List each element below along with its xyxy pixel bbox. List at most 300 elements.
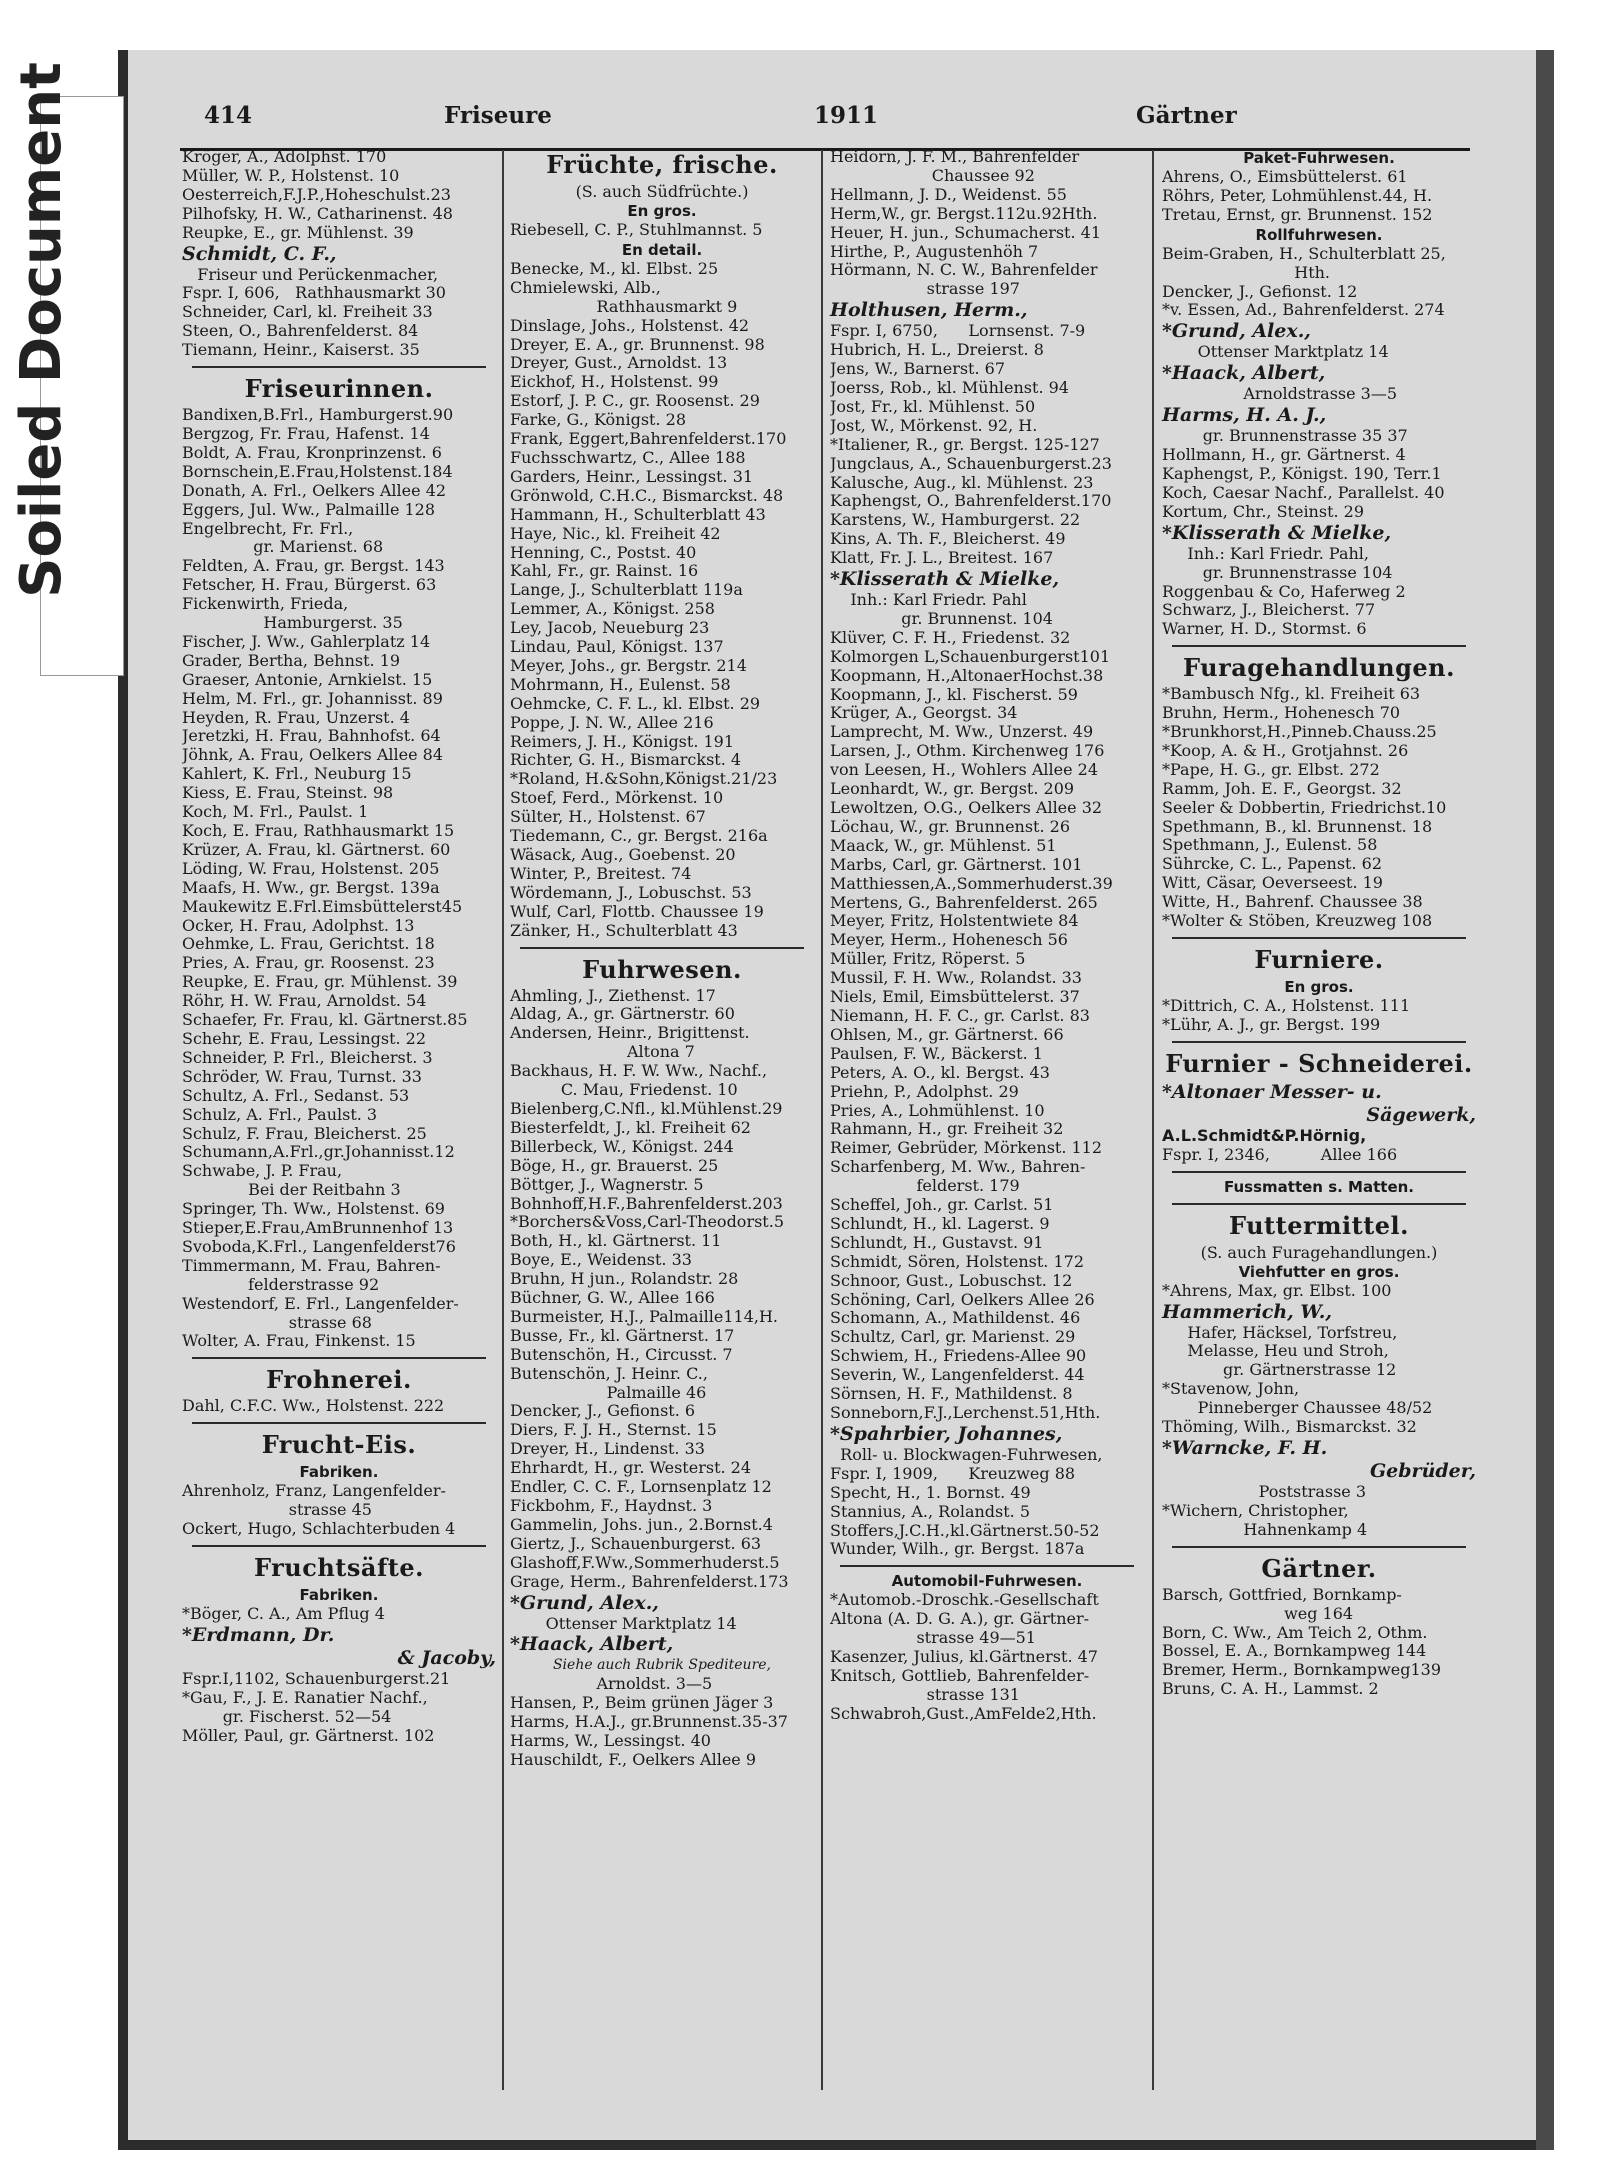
directory-entry: Chmielewski, Alb.,	[510, 278, 661, 297]
directory-entry: Maack, W., gr. Mühlenst. 51	[830, 836, 1057, 855]
directory-entry: Ahrenholz, Franz, Langenfelder-	[182, 1482, 446, 1501]
directory-entry: Hafer, Häcksel, Torfstreu,	[1162, 1323, 1398, 1342]
directory-entry: *v. Essen, Ad., Bahrenfelderst. 274	[1162, 301, 1445, 320]
directory-entry: Reimer, Gebrüder, Mörkenst. 112	[830, 1139, 1103, 1158]
directory-section	[828, 568, 1146, 1423]
directory-entry: Pinneberger Chaussee 48/52	[1162, 1399, 1433, 1418]
directory-section	[1160, 1041, 1478, 1165]
column-1	[180, 148, 498, 2100]
directory-entry: Larsen, J., Othm. Kirchenweg 176	[830, 742, 1105, 761]
directory-entry: Poppe, J. N. W., Allee 216	[510, 713, 714, 732]
directory-entry: Eickhof, H., Holstenst. 99	[510, 373, 719, 392]
directory-entry: C. Mau, Friedenst. 10	[510, 1081, 738, 1100]
directory-entry: Herm,W., gr. Bergst.112u.92Hth.	[830, 204, 1098, 223]
directory-entry: Ahmling, J., Ziethenst. 17	[510, 986, 716, 1005]
directory-entry: Fspr. I, 6750, Lornsenst. 7-9	[830, 322, 1086, 341]
directory-section	[180, 303, 498, 360]
directory-entry: Engelbrecht, Fr. Frl.,	[182, 519, 354, 538]
directory-entry: Kaphengst, P., Königst. 190, Terr.1	[1162, 464, 1442, 483]
featured-entry-name: Gebrüder,	[1369, 1459, 1476, 1482]
directory-entry: Chaussee 92	[830, 166, 1035, 185]
directory-entry: Schlundt, H., kl. Lagerst. 9	[830, 1214, 1050, 1233]
directory-entry: Reupke, E. Frau, gr. Mühlenst. 39	[182, 973, 458, 992]
directory-entry: Tretau, Ernst, gr. Brunnenst. 152	[1162, 205, 1433, 224]
directory-entry: Roll- u. Blockwagen-Fuhrwesen,	[830, 1445, 1103, 1464]
directory-entry: Butenschön, J. Heinr. C.,	[510, 1364, 708, 1383]
directory-entry: Lamprecht, M. Ww., Unzerst. 49	[830, 723, 1094, 742]
directory-section	[508, 947, 816, 1592]
directory-entry: Glashoff,F.Ww.,Sommerhuderst.5	[510, 1553, 780, 1572]
directory-entry: Wulf, Carl, Flottb. Chaussee 19	[510, 902, 764, 921]
directory-entry: Witt, Cäsar, Oeverseest. 19	[1162, 874, 1383, 893]
directory-entry: Meyer, Herm., Hohenesch 56	[830, 931, 1068, 950]
directory-entry: Reimers, J. H., Königst. 191	[510, 732, 735, 751]
directory-entry: Scheffel, Joh., gr. Carlst. 51	[830, 1196, 1054, 1215]
directory-entry: Henning, C., Postst. 40	[510, 543, 697, 562]
directory-entry: Oehmcke, C. F. L., kl. Elbst. 29	[510, 694, 761, 713]
directory-entry: Heuer, H. jun., Schumacherst. 41	[830, 223, 1102, 242]
column-divider	[1152, 150, 1154, 2090]
directory-entry: Bohnhoff,H.F.,Bahrenfelderst.203	[510, 1194, 783, 1213]
directory-entry: Löchau, W., gr. Brunnenst. 26	[830, 817, 1071, 836]
section-heading: Furniere.	[1254, 945, 1384, 974]
directory-entry: Spethmann, J., Eulenst. 58	[1162, 836, 1378, 855]
directory-entry: Bandixen,B.Frl., Hamburgerst.90	[182, 406, 454, 425]
directory-entry: Oehmke, L. Frau, Gerichtst. 18	[182, 935, 435, 954]
directory-entry: Böge, H., gr. Brauerst. 25	[510, 1156, 719, 1175]
directory-entry: *Roland, H.&Sohn,Königst.21/23	[510, 770, 778, 789]
directory-entry: Stoef, Ferd., Mörkenst. 10	[510, 789, 724, 808]
soiled-document-label	[2, 40, 82, 620]
directory-entry: Inh.: Karl Friedr. Pahl	[830, 591, 1027, 610]
directory-entry: Schomann, A., Mathildenst. 46	[830, 1309, 1081, 1328]
directory-entry: strasse 131	[830, 1685, 1020, 1704]
section-rule	[192, 1422, 486, 1424]
directory-entry: Seeler & Dobbertin, Friedrichst.10	[1162, 798, 1447, 817]
page-number: 414	[204, 102, 253, 129]
directory-section	[1160, 320, 1478, 362]
directory-section	[1160, 645, 1478, 931]
directory-entry: Inh.: Karl Friedr. Pahl,	[1162, 544, 1369, 563]
directory-section	[828, 1423, 1146, 1559]
directory-section	[180, 1357, 498, 1416]
directory-entry: Fspr. I, 606, Rathhausmarkt 30	[182, 284, 446, 303]
directory-entry: Müller, Fritz, Röperst. 5	[830, 950, 1026, 969]
section-rule	[192, 1545, 486, 1547]
directory-entry: Specht, H., 1. Bornst. 49	[830, 1483, 1031, 1502]
directory-entry: Niels, Emil, Eimsbüttelerst. 37	[830, 988, 1080, 1007]
featured-entry-name: *Haack, Albert,	[1162, 362, 1326, 385]
directory-entry: *Dittrich, C. A., Holstenst. 111	[1162, 997, 1411, 1015]
directory-entry: Dreyer, Gust., Arnoldst. 13	[510, 354, 728, 373]
directory-entry: Hamburgerst. 35	[182, 614, 403, 633]
directory-entry: Ocker, H. Frau, Adolphst. 13	[182, 916, 415, 935]
featured-entry-name: *Spahrbier, Johannes,	[830, 1422, 1063, 1445]
section-subheading: Rollfuhrwesen.	[1255, 225, 1383, 244]
directory-entry: Tiedemann, C., gr. Bergst. 216a	[510, 827, 768, 846]
directory-entry: Stoffers,J.C.H.,kl.Gärtnerst.50-52	[830, 1521, 1100, 1540]
section-subheading: Paket-Fuhrwesen.	[1243, 149, 1395, 167]
directory-entry: Sonneborn,F.J.,Lerchenst.51,Hth.	[830, 1404, 1101, 1422]
directory-entry: Schultz, A. Frl., Sedanst. 53	[182, 1086, 410, 1105]
directory-entry: Heidorn, J. F. M., Bahrenfelder	[830, 148, 1080, 166]
directory-entry: Lewoltzen, O.G., Oelkers Allee 32	[830, 799, 1103, 817]
directory-entry: Fuchsschwartz, C., Allee 188	[510, 448, 746, 467]
directory-entry: Warner, H. D., Stormst. 6	[1162, 620, 1367, 639]
directory-entry: Hauschildt, F., Oelkers Allee 9	[510, 1750, 757, 1769]
directory-entry: Aldag, A., gr. Gärtnerstr. 60	[510, 1005, 735, 1024]
directory-section	[508, 1633, 816, 1769]
directory-entry: Knitsch, Gottlieb, Bahrenfelder-	[830, 1666, 1090, 1685]
directory-entry: Giertz, J., Schauenburgerst. 63	[510, 1534, 762, 1553]
left-running-title: Friseure	[444, 102, 552, 129]
directory-entry: Peters, A. O., kl. Bergst. 43	[830, 1063, 1050, 1082]
directory-entry: Grader, Bertha, Behnst. 19	[182, 651, 401, 670]
directory-entry: A.L.Schmidt&P.Hörnig,	[1162, 1126, 1367, 1145]
directory-entry: Kalusche, Aug., kl. Mühlenst. 23	[830, 473, 1094, 492]
directory-entry: Wördemann, J., Lobuschst. 53	[510, 883, 752, 902]
directory-entry: Fickbohm, F., Haydnst. 3	[510, 1497, 713, 1515]
directory-entry: Mohrmann, H., Eulenst. 58	[510, 675, 731, 694]
directory-entry: Dencker, J., Gefionst. 6	[510, 1402, 696, 1421]
directory-entry: *Wolter & Stöben, Kreuzweg 108	[1162, 912, 1433, 931]
directory-entry: Leonhardt, W., gr. Bergst. 209	[830, 780, 1075, 799]
featured-entry-name: *Altonaer Messer- u.	[1162, 1080, 1382, 1103]
directory-entry: Bornschein,E.Frau,Holstenst.184	[182, 462, 453, 481]
section-rule	[1172, 645, 1466, 647]
directory-entry: Grönwold, C.H.C., Bismarckst. 48	[510, 486, 784, 505]
directory-entry: Ahrens, O., Eimsbüttelerst. 61	[1162, 168, 1408, 186]
directory-entry: Svoboda,K.Frl., Langenfelderst76	[182, 1237, 456, 1256]
directory-entry: Arnoldstrasse 3—5	[1162, 385, 1398, 404]
directory-entry: Rathhausmarkt 9	[510, 297, 738, 316]
directory-entry: Westendorf, E. Frl., Langenfelder-	[182, 1294, 459, 1313]
directory-entry: Lemmer, A., Königst. 258	[510, 600, 715, 619]
directory-entry: Grage, Herm., Bahrenfelderst.173	[510, 1572, 789, 1591]
directory-entry: Koch, E. Frau, Rathhausmarkt 15	[182, 822, 455, 840]
directory-section	[508, 240, 816, 941]
directory-entry: Graeser, Antonie, Arnkielst. 15	[182, 670, 433, 689]
featured-entry-name: *Warncke, F. H.	[1162, 1436, 1328, 1459]
directory-entry: Jöhnk, A. Frau, Oelkers Allee 84	[182, 746, 443, 765]
page-edge	[1536, 50, 1554, 2150]
directory-entry: Dreyer, H., Lindenst. 33	[510, 1440, 705, 1459]
directory-entry: *Ahrens, Max, gr. Elbst. 100	[1162, 1281, 1392, 1300]
directory-entry: Poststrasse 3	[1162, 1482, 1367, 1501]
directory-entry: Timmermann, M. Frau, Bahren-	[182, 1256, 441, 1275]
section-rule	[1172, 937, 1466, 939]
directory-entry: Kolmorgen L,Schauenburgerst101	[830, 647, 1111, 666]
section-note: (S. auch Furagehandlungen.)	[1200, 1242, 1438, 1262]
directory-entry: gr. Fischerst. 52—54	[182, 1707, 392, 1726]
directory-entry: Wunder, Wilh., gr. Bergst. 187a	[830, 1540, 1085, 1559]
directory-entry: Müller, W. P., Holstenst. 10	[182, 166, 400, 185]
section-rule	[1172, 1203, 1466, 1205]
directory-entry: *Böger, C. A., Am Pflug 4	[182, 1605, 385, 1623]
directory-entry: felderst. 179	[830, 1177, 1020, 1196]
section-rule	[1172, 1546, 1466, 1548]
directory-entry: gr. Brunnenstrasse 104	[1162, 563, 1393, 582]
directory-entry: von Leesen, H., Wohlers Allee 24	[830, 761, 1098, 780]
directory-entry: Schöning, Carl, Oelkers Allee 26	[830, 1290, 1095, 1309]
directory-entry: Altona (A. D. G. A.), gr. Gärtner-	[830, 1610, 1090, 1629]
directory-section	[1160, 1203, 1478, 1301]
directory-entry: *Automob.-Droschk.-Gesellschaft	[830, 1591, 1099, 1610]
directory-entry: Bergzog, Fr. Frau, Hafenst. 14	[182, 424, 430, 443]
directory-entry: Krüzer, A. Frau, kl. Gärtnerst. 60	[182, 840, 451, 859]
directory-entry: Stannius, A., Rolandst. 5	[830, 1502, 1031, 1521]
directory-entry: Dencker, J., Gefionst. 12	[1162, 282, 1358, 301]
directory-section	[180, 1545, 498, 1624]
directory-entry: strasse 68	[182, 1313, 372, 1332]
directory-entry: Hansen, P., Beim grünen Jäger 3	[510, 1694, 774, 1713]
directory-entry: Maafs, H. Ww., gr. Bergst. 139a	[182, 878, 440, 897]
section-subheading: En detail.	[621, 240, 703, 259]
directory-entry: Severin, W., Langenfelderst. 44	[830, 1366, 1085, 1385]
directory-entry: Karstens, W., Hamburgerst. 22	[830, 511, 1081, 530]
featured-entry-name: Schmidt, C. F.,	[182, 242, 337, 265]
directory-entry: Kins, A. Th. F., Bleicherst. 49	[830, 530, 1066, 549]
featured-entry-name: *Grund, Alex.,	[510, 1591, 659, 1614]
directory-section	[1160, 1171, 1478, 1197]
directory-entry: Sülter, H., Holstenst. 67	[510, 808, 706, 827]
featured-entry-name: *Erdmann, Dr.	[182, 1623, 335, 1646]
directory-entry: Ottenser Marktplatz 14	[1162, 343, 1389, 362]
featured-entry-name: Harms, H. A. J.,	[1162, 404, 1327, 427]
directory-entry: Hörmann, N. C. W., Bahrenfelder	[830, 261, 1098, 280]
directory-entry: Schulz, F. Frau, Bleicherst. 25	[182, 1124, 427, 1143]
directory-entry: *Lühr, A. J., gr. Bergst. 199	[1162, 1015, 1381, 1034]
directory-entry: Harms, W., Lessingst. 40	[510, 1732, 711, 1751]
directory-entry: Jost, Fr., kl. Mühlenst. 50	[830, 397, 1036, 416]
section-rule	[520, 947, 804, 949]
directory-entry: Sührcke, C. L., Papenst. 62	[1162, 855, 1383, 874]
directory-entry: Schulz, A. Frl., Paulst. 3	[182, 1105, 378, 1124]
directory-entry: Bruns, C. A. H., Lammst. 2	[1162, 1680, 1379, 1699]
directory-entry: Klatt, Fr. J. L., Breitest. 167	[830, 549, 1054, 568]
directory-entry: Gammelin, Johs. jun., 2.Bornst.4	[510, 1515, 773, 1534]
featured-entry-name: & Jacoby,	[397, 1646, 496, 1669]
directory-entry: Eggers, Jul. Ww., Palmaille 128	[182, 500, 436, 519]
section-rule	[840, 1565, 1134, 1567]
directory-entry: Wolter, A. Frau, Finkenst. 15	[182, 1332, 416, 1351]
directory-entry: Helm, M. Frl., gr. Johannisst. 89	[182, 689, 443, 708]
directory-section	[828, 1565, 1146, 1723]
directory-entry: strasse 45	[182, 1501, 372, 1520]
year: 1911	[814, 102, 879, 129]
directory-entry: Barsch, Gottfried, Bornkamp-	[1162, 1585, 1402, 1604]
right-running-title: Gärtner	[1136, 102, 1237, 129]
directory-entry: gr. Brunnenstrasse 35 37	[1162, 427, 1408, 446]
directory-entry: Estorf, J. P. C., gr. Roosenst. 29	[510, 392, 760, 411]
directory-entry: Winter, P., Breitest. 74	[510, 864, 692, 883]
directory-entry: Meyer, Johs., gr. Bergstr. 214	[510, 656, 747, 675]
directory-entry: Wäsack, Aug., Goebenst. 20	[510, 846, 736, 864]
directory-entry: Butenschön, H., Circusst. 7	[510, 1345, 733, 1364]
directory-section	[1160, 1301, 1478, 1437]
directory-entry: felderstrasse 92	[182, 1275, 380, 1294]
directory-entry: Schröder, W. Frau, Turnst. 33	[182, 1067, 422, 1086]
directory-section	[1160, 1437, 1478, 1540]
directory-entry: Lange, J., Schulterblatt 119a	[510, 581, 743, 600]
section-heading: Friseurinnen.	[244, 374, 434, 404]
directory-entry: Schneider, Carl, kl. Freiheit 33	[182, 303, 433, 322]
directory-entry: Kaphengst, O., Bahrenfelderst.170	[830, 492, 1112, 511]
directory-entry: Schumann,A.Frl.,gr.Johannisst.12	[182, 1143, 455, 1162]
section-heading: Furnier - Schneiderei.	[1165, 1048, 1473, 1078]
directory-entry: Bei der Reitbahn 3	[182, 1181, 401, 1200]
directory-entry: Schaefer, Fr. Frau, kl. Gärtnerst.85	[182, 1011, 468, 1030]
directory-entry: Melasse, Heu und Stroh,	[1162, 1342, 1389, 1361]
directory-entry: Witte, H., Bahrenf. Chaussee 38	[1162, 893, 1423, 912]
directory-entry: Oesterreich,F.J.P.,Hoheschulst.23	[182, 185, 451, 204]
featured-entry-name: *Haack, Albert,	[510, 1633, 674, 1656]
directory-entry: Lindau, Paul, Königst. 137	[510, 638, 724, 657]
directory-entry: Pilhofsky, H. W., Catharinenst. 48	[182, 204, 453, 223]
directory-entry: Riebesell, C. P., Stuhlmannst. 5	[510, 221, 763, 239]
directory-entry: Bruhn, Herm., Hohenesch 70	[1162, 704, 1401, 723]
directory-entry: *Koop, A. & H., Grotjahnst. 26	[1162, 741, 1409, 760]
section-subheading: Fussmatten s. Matten.	[1224, 1177, 1414, 1196]
directory-entry: *Stavenow, John,	[1162, 1380, 1300, 1399]
directory-entry: Hahnenkamp 4	[1162, 1520, 1368, 1539]
section-subheading: Automobil-Fuhrwesen.	[891, 1572, 1083, 1591]
section-note: (S. auch Südfrüchte.)	[575, 182, 749, 201]
directory-entry: Reupke, E., gr. Mühlenst. 39	[182, 223, 414, 242]
directory-entry: Both, H., kl. Gärtnerst. 11	[510, 1232, 722, 1251]
directory-entry: Sörnsen, H. F., Mathildenst. 8	[830, 1385, 1073, 1404]
directory-entry: Meyer, Fritz, Holstentwiete 84	[830, 912, 1079, 931]
column-2	[508, 148, 816, 2100]
section-heading: Fuhrwesen.	[582, 954, 742, 984]
directory-entry: Koch, Caesar Nachf., Parallelst. 40	[1162, 483, 1445, 502]
directory-section	[1160, 148, 1478, 225]
directory-entry: *Pape, H. G., gr. Elbst. 272	[1162, 760, 1380, 779]
directory-entry: Schwarz, J., Bleicherst. 77	[1162, 601, 1376, 620]
directory-entry: Kahl, Fr., gr. Rainst. 16	[510, 562, 699, 581]
directory-entry: Thöming, Wilh., Bismarckst. 32	[1162, 1418, 1417, 1437]
featured-entry-name: Hammerich, W.,	[1162, 1300, 1333, 1323]
directory-entry: Boldt, A. Frau, Kronprinzenst. 6	[182, 443, 442, 462]
directory-entry: Schnoor, Gust., Lobuschst. 12	[830, 1271, 1073, 1290]
column-3	[828, 148, 1146, 2100]
directory-entry: Schlundt, H., Gustavst. 91	[830, 1233, 1044, 1252]
directory-entry: Kiess, E. Frau, Steinst. 98	[182, 784, 394, 803]
directory-entry: Boye, E., Weidenst. 33	[510, 1251, 692, 1270]
directory-entry: Bremer, Herm., Bornkampweg139	[1162, 1661, 1442, 1680]
directory-entry: Böttger, J., Wagnerstr. 5	[510, 1175, 704, 1194]
directory-entry: Fspr.I,1102, Schauenburgerst.21	[182, 1669, 451, 1688]
directory-entry: Mertens, G., Bahrenfelderst. 265	[830, 893, 1098, 912]
directory-entry: Tiemann, Heinr., Kaiserst. 35	[182, 341, 420, 360]
directory-entry: Priehn, P., Adolphst. 29	[830, 1082, 1019, 1101]
directory-entry: Born, C. Ww., Am Teich 2, Othm.	[1162, 1623, 1428, 1642]
directory-section	[180, 148, 498, 243]
directory-entry: Backhaus, H. F. W. Ww., Nachf.,	[510, 1062, 768, 1081]
directory-entry: Koch, M. Frl., Paulst. 1	[182, 803, 369, 822]
directory-entry: Klüver, C. F. H., Friedenst. 32	[830, 628, 1071, 647]
directory-entry: Steen, O., Bahrenfelderst. 84	[182, 322, 419, 341]
directory-entry: Arnoldst. 3—5	[510, 1675, 713, 1694]
directory-entry: Koopmann, J., kl. Fischerst. 59	[830, 685, 1078, 704]
directory-entry: Frank, Eggert,Bahrenfelderst.170	[510, 430, 787, 449]
directory-entry: Ohlsen, M., gr. Gärtnerst. 66	[830, 1025, 1064, 1044]
directory-entry: Scharfenberg, M. Ww., Bahren-	[830, 1158, 1086, 1177]
directory-entry: Schultz, Carl, gr. Marienst. 29	[830, 1328, 1076, 1347]
featured-entry-name: Sägewerk,	[1366, 1103, 1476, 1126]
directory-entry: Dahl, C.F.C. Ww., Holstenst. 222	[182, 1397, 445, 1416]
section-heading: Frucht-Eis.	[261, 1430, 417, 1460]
directory-entry: Hellmann, J. D., Weidenst. 55	[830, 185, 1067, 204]
directory-entry: Büchner, G. W., Allee 166	[510, 1289, 715, 1308]
directory-entry: Andersen, Heinr., Brigittenst.	[510, 1024, 750, 1043]
directory-entry: Hammann, H., Schulterblatt 43	[510, 505, 766, 524]
directory-entry: *Brunkhorst,H.,Pinneb.Chauss.25	[1162, 723, 1437, 742]
directory-entry: Donath, A. Frl., Oelkers Allee 42	[182, 481, 447, 500]
directory-entry: Bielenberg,C.Nfl., kl.Mühlenst.29	[510, 1099, 783, 1118]
directory-section	[828, 148, 1146, 299]
directory-entry: Altona 7	[510, 1043, 695, 1062]
featured-entry-name: *Klisserath & Mielke,	[1162, 521, 1392, 544]
section-heading: Futtermittel.	[1228, 1210, 1410, 1240]
directory-entry: Jeretzki, H. Frau, Bahnhofst. 64	[182, 727, 441, 746]
section-heading: Früchte, frische.	[546, 150, 778, 179]
section-heading: Gärtner.	[1261, 1553, 1377, 1583]
directory-entry: Dinslage, Johs., Holstenst. 42	[510, 316, 750, 335]
column-divider	[821, 150, 823, 2090]
directory-entry: Jungclaus, A., Schauenburgerst.23	[830, 454, 1112, 473]
directory-entry: Fickenwirth, Frieda,	[182, 595, 349, 614]
directory-entry: Kasenzer, Julius, kl.Gärtnerst. 47	[830, 1648, 1098, 1667]
directory-entry: Feldten, A. Frau, gr. Bergst. 143	[182, 557, 445, 576]
directory-entry: Niemann, H. F. C., gr. Carlst. 83	[830, 1006, 1090, 1025]
directory-entry: Hirthe, P., Augustenhöh 7	[830, 242, 1039, 261]
directory-section	[180, 1624, 498, 1746]
directory-entry: Richter, G. H., Bismarckst. 4	[510, 751, 742, 770]
directory-entry: Pries, A. Frau, gr. Roosenst. 23	[182, 954, 435, 973]
directory-section	[180, 366, 498, 1351]
directory-entry: strasse 49—51	[830, 1629, 1036, 1648]
directory-entry: Dreyer, E. A., gr. Brunnenst. 98	[510, 335, 765, 354]
directory-entry: *Italiener, R., gr. Bergst. 125-127	[830, 435, 1100, 454]
directory-entry: Kahlert, K. Frl., Neuburg 15	[182, 765, 412, 784]
directory-entry: *Borchers&Voss,Carl-Theodorst.5	[510, 1213, 784, 1232]
directory-entry: Hollmann, H., gr. Gärtnerst. 4	[1162, 446, 1406, 465]
directory-entry: Beim-Graben, H., Schulterblatt 25,	[1162, 244, 1446, 263]
directory-entry: Möller, Paul, gr. Gärtnerst. 102	[182, 1726, 435, 1745]
directory-entry: Ley, Jacob, Neueburg 23	[510, 619, 710, 638]
section-subheading: Fabriken.	[299, 1463, 379, 1482]
directory-entry: Busse, Fr., kl. Gärtnerst. 17	[510, 1326, 735, 1345]
directory-entry: *Wichern, Christopher,	[1162, 1501, 1349, 1520]
directory-entry: Hubrich, H. L., Dreierst. 8	[830, 341, 1044, 360]
directory-section	[508, 148, 816, 240]
directory-section	[508, 1592, 816, 1634]
entry-note: Siehe auch Rubrik Spediteure,	[552, 1657, 772, 1674]
section-rule	[192, 1357, 486, 1359]
featured-entry-name: Holthusen, Herm.,	[830, 299, 1028, 322]
directory-entry: Spethmann, B., kl. Brunnenst. 18	[1162, 817, 1433, 836]
directory-entry: Kröger, A., Adolphst. 170	[182, 148, 387, 166]
directory-entry: Krüger, A., Georgst. 34	[830, 704, 1018, 723]
directory-entry: Bruhn, H jun., Rolandstr. 28	[510, 1270, 739, 1289]
directory-entry: Ockert, Hugo, Schlachterbuden 4	[182, 1520, 456, 1539]
directory-section	[1160, 404, 1478, 522]
section-subheading: En gros.	[627, 202, 697, 220]
directory-entry: Schwiem, H., Friedens-Allee 90	[830, 1347, 1087, 1366]
directory-entry: Garders, Heinr., Lessingst. 31	[510, 467, 754, 486]
column-4	[1160, 148, 1478, 2100]
